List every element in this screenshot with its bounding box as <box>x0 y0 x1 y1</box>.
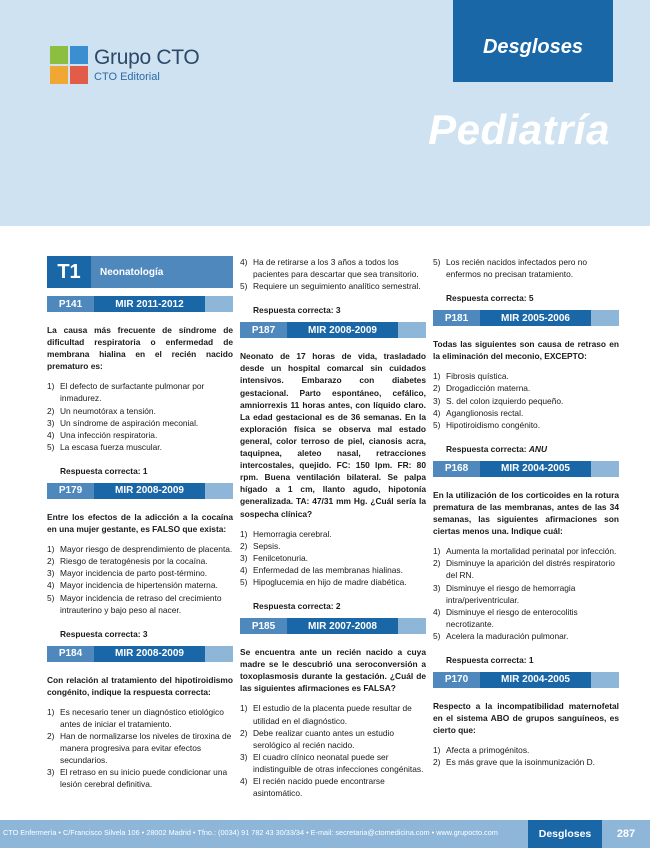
option-item: 3) El retraso en su inicio puede condicionar una lesión cerebral definitiva. <box>47 767 228 790</box>
option-item: 4) Mayor incidencia de hipertensión materna. <box>47 580 218 591</box>
option-item: 3) Mayor incidencia de parto post-término. <box>47 568 208 579</box>
option-item: 4) Una infección respiratoria. <box>47 429 158 440</box>
question-exam: MIR 2011-2012 <box>94 296 205 312</box>
option-item: 1) Mayor riesgo de desprendimiento de placenta. <box>47 544 233 555</box>
question-header-p187 <box>240 322 426 338</box>
question-stem: Entre los efectos de la adicción a la cocaína en una mujer gestante, es FALSO que exista: <box>47 511 233 535</box>
correct-answer: Respuesta correcta: 5 <box>446 293 534 304</box>
correct-answer: Respuesta correcta: 1 <box>446 654 534 665</box>
option-item: 2) Riesgo de teratogénesis por la cocaína. <box>47 556 208 567</box>
question-header-p170 <box>433 672 619 688</box>
options-list <box>47 380 233 453</box>
option-item: 4) Aganglionosis rectal. <box>433 407 524 418</box>
option-item: 1) Hemorragia cerebral. <box>240 528 332 539</box>
option-item: 5) Los recién nacidos infectados pero no enfermos no precisan tratamiento. <box>433 257 588 280</box>
question-exam: MIR 2008-2009 <box>94 646 205 662</box>
option-item: 3) El cuadro clínico neonatal puede ser indistinguible de otras infecciones congénitas. <box>240 751 424 774</box>
option-item: 4) El recién nacido puede encontrarse asintomático. <box>240 776 385 799</box>
option-item: 5) Acelera la maduración pulmonar. <box>433 630 569 641</box>
option-item: 2) Disminuye la aparición del distrés respiratorio del RN. <box>433 558 615 581</box>
question-number: P187 <box>240 322 287 338</box>
option-item: 1) Aumenta la mortalidad perinatal por infección. <box>433 546 617 557</box>
options-list <box>47 543 233 616</box>
section-tag-label: Desgloses <box>482 36 584 58</box>
option-item: 2) Es más grave que la isoinmunización D. <box>433 757 595 768</box>
correct-answer: Respuesta correcta: 3 <box>60 628 148 639</box>
options-list-continued <box>240 256 426 292</box>
correct-answer: Respuesta correcta: 3 <box>253 305 341 316</box>
column-2 <box>240 256 426 805</box>
question-exam: MIR 2004-2005 <box>480 672 591 688</box>
question-exam: MIR 2008-2009 <box>94 483 205 499</box>
topic-number: T1 <box>47 256 91 288</box>
option-item: 4) Enfermedad de las membranas hialinas. <box>240 564 403 575</box>
question-number: P170 <box>433 672 480 688</box>
question-header-p168 <box>433 461 619 477</box>
column-1 <box>47 256 233 797</box>
option-item: 2) Sepsis. <box>240 540 281 551</box>
logo-subtitle: CTO Editorial <box>94 71 160 83</box>
option-item: 1) Fibrosis quística. <box>433 371 509 382</box>
option-item: 1) El estudio de la placenta puede resultar de utilidad en el diagnóstico. <box>240 703 412 726</box>
correct-answer: Respuesta correcta: ANU <box>446 443 548 454</box>
question-header-p179 <box>47 483 233 499</box>
page-footer <box>0 820 650 848</box>
page-header <box>0 0 650 226</box>
option-item: 2) Drogadicción materna. <box>433 383 531 394</box>
question-exam: MIR 2005-2006 <box>480 310 591 326</box>
options-list <box>240 702 426 799</box>
option-item: 5) Hipotiroidismo congénito. <box>433 419 541 430</box>
options-list <box>433 744 619 768</box>
question-number: P141 <box>47 296 94 312</box>
question-stem: Con relación al tratamiento del hipotiroidismo congénito, indique la respuesta correcta: <box>47 674 233 697</box>
option-item: 1) El defecto de surfactante pulmonar por inmadurez. <box>47 381 205 404</box>
options-list <box>240 528 426 588</box>
option-item: 2) Un neumotórax a tensión. <box>47 405 156 416</box>
topic-label: Neonatología <box>100 266 164 278</box>
option-item: 5) Mayor incidencia de retraso del crecimiento intrauterino y bajo peso al nacer. <box>47 592 222 615</box>
correct-answer: Respuesta correcta: 2 <box>253 601 341 612</box>
option-item: 1) Afecta a primogénitos. <box>433 745 530 756</box>
question-exam: MIR 2007-2008 <box>287 618 398 634</box>
option-item: 4) Ha de retirarse a los 3 años a todos los pacientes para descartar que sea transitorio. <box>240 257 419 280</box>
option-item: 1) Es necesario tener un diagnóstico etiológico antes de iniciar el tratamiento. <box>47 706 224 729</box>
correct-answer: Respuesta correcta: 1 <box>60 465 148 476</box>
options-list-continued <box>433 256 619 280</box>
footer-section-label: Desgloses <box>528 820 602 848</box>
question-stem: Respecto a la incompatibilidad maternofetal en el sistema ABO de grupos sanguíneos, es cierto que: <box>433 700 619 736</box>
option-item: 3) Disminuye el riesgo de hemorragia intra/periventricular. <box>433 582 576 605</box>
logo-squares-icon <box>50 46 88 84</box>
option-item: 2) Han de normalizarse los niveles de tiroxina de manera progresiva para evitar efectos secundarios. <box>47 731 232 766</box>
question-header-p141 <box>47 296 233 312</box>
question-stem: Se encuentra ante un recién nacido a cuya madre se le descubrió una seroconversión a toxoplasmosis durante la gestación. ¿Cuál de las siguientes afirmaciones es FALSA? <box>240 647 426 694</box>
option-item: 5) Requiere un seguimiento analítico semestral. <box>240 281 421 292</box>
grupo-cto-logo <box>50 46 200 90</box>
question-stem: La causa más frecuente de síndrome de dificultad respiratoria o enfermedad de membrana hialina en el recién nacido prematuro es: <box>47 325 233 372</box>
option-item: 3) S. del colon izquierdo pequeño. <box>433 395 564 406</box>
question-number: P168 <box>433 461 480 477</box>
options-list <box>433 545 619 642</box>
option-item: 3) Fenilcetonuria. <box>240 552 308 563</box>
question-number: P184 <box>47 646 94 662</box>
question-exam: MIR 2004-2005 <box>480 461 591 477</box>
topic-header <box>47 256 233 288</box>
question-number: P185 <box>240 618 287 634</box>
page-number: 287 <box>616 828 636 840</box>
option-item: 5) Hipoglucemia en hijo de madre diabética. <box>240 576 407 587</box>
question-header-p181 <box>433 310 619 326</box>
question-header-p185 <box>240 618 426 634</box>
question-stem: Todas las siguientes son causa de retraso en la eliminación del meconio, EXCEPTO: <box>433 339 619 362</box>
option-item: 5) La escasa fuerza muscular. <box>47 441 162 452</box>
logo-name: Grupo CTO <box>94 46 200 69</box>
options-list <box>47 706 233 791</box>
page-title: Pediatría <box>428 106 610 153</box>
option-item: 3) Un síndrome de aspiración meconial. <box>47 417 199 428</box>
question-header-p184 <box>47 646 233 662</box>
section-tag <box>453 0 613 82</box>
options-list <box>433 370 619 430</box>
column-3 <box>433 256 619 774</box>
option-item: 2) Debe realizar cuanto antes un estudio serológico al recién nacido. <box>240 727 395 750</box>
question-stem: En la utilización de los corticoides en la rotura prematura de las membranas, antes de las 34 semanas, las siguientes afirmaciones son ciertas menos una. Indique cuál: <box>433 489 619 537</box>
question-stem: Neonato de 17 horas de vida, trasladado desde un hospital comarcal sin cuidados intensivos. Embarazo con diabetes gestacional. Parto espontáneo, cefálico, amniorrexis 11 horas antes, con líquido claro. La edad gestacional es de 36 semanas. En la exploración física se observa mal estado general, color terroso de piel, cianosis acra, taquipnea, aleteo nasal, retracciones intercostales, quejido. FC: 150 lpm. FR: 80 rpm. Buena ventilación bilateral. Se palpa hígado a 1 cm, llanto agudo, hipotonía generalizada. TA: 47/31 mm Hg. ¿Cuál sería la sospecha clínica? <box>240 351 426 519</box>
question-number: P181 <box>433 310 480 326</box>
question-number: P179 <box>47 483 94 499</box>
question-exam: MIR 2008-2009 <box>287 322 398 338</box>
footer-address: CTO Enfermería • C/Francisco Silvela 106 • 28002 Madrid • Tfno.: (0034) 91 782 43 30/33/34 • E-mail: secretaria@ctomedicina.com • www.grupocto.com <box>3 828 498 837</box>
option-item: 4) Disminuye el riesgo de enterocolitis necrotizante. <box>433 606 578 629</box>
